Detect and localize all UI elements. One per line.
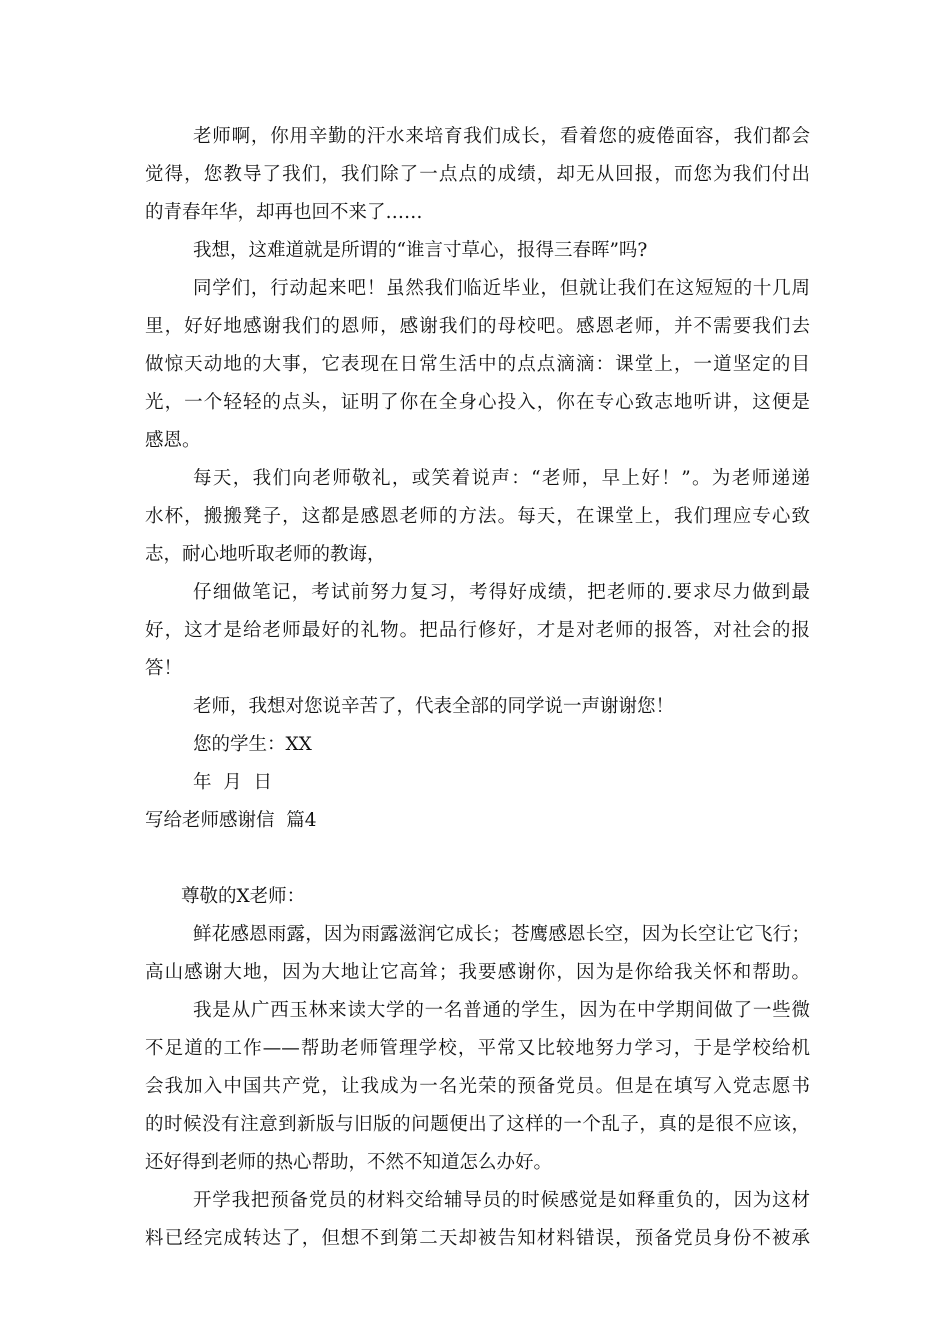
paragraph-line: 水杯，搬搬凳子，这都是感恩老师的方法。每天，在课堂上，我们理应专心致: [145, 506, 810, 527]
paragraph-line: 的时候没有注意到新版与旧版的问题便出了这样的一个乱子，真的是很不应该，: [145, 1114, 810, 1135]
paragraph-line: 答！: [145, 658, 183, 679]
paragraph-line: 感恩。: [145, 430, 201, 451]
paragraph-line: 料已经完成转达了，但想不到第二天却被告知材料错误，预备党员身份不被承: [145, 1228, 810, 1249]
paragraph-line: 做惊天动地的大事，它表现在日常生活中的点点滴滴：课堂上，一道坚定的目: [145, 354, 810, 375]
paragraph-line: 鲜花感恩雨露，因为雨露滋润它成长；苍鹰感恩长空，因为长空让它飞行；: [193, 924, 810, 945]
paragraph-line: 老师，我想对您说辛苦了，代表全部的同学说一声谢谢您！: [193, 696, 675, 717]
paragraph-line: 仔细做笔记，考试前努力复习，考得好成绩，把老师的.要求尽力做到最: [193, 582, 810, 603]
paragraph-line: 老师啊，你用辛勤的汗水来培育我们成长，看着您的疲倦面容，我们都会: [193, 126, 810, 147]
paragraph-line: 开学我把预备党员的材料交给辅导员的时候感觉是如释重负的，因为这材: [193, 1190, 810, 1211]
paragraph-line: 觉得，您教导了我们，我们除了一点点的成绩，却无从回报，而您为我们付出: [145, 164, 810, 185]
salutation: 尊敬的X老师：: [181, 886, 306, 907]
paragraph-line: 同学们，行动起来吧！虽然我们临近毕业，但就让我们在这短短的十几周: [193, 278, 810, 299]
paragraph-line: 我是从广西玉林来读大学的一名普通的学生，因为在中学期间做了一些微: [193, 1000, 810, 1021]
paragraph-line: 会我加入中国共产党，让我成为一名光荣的预备党员。但是在填写入党志愿书: [145, 1076, 810, 1097]
paragraph-line: 里，好好地感谢我们的恩师，感谢我们的母校吧。感恩老师，并不需要我们去: [145, 316, 810, 337]
date-line: 年 月 日: [193, 772, 273, 793]
paragraph-line: 每天，我们向老师敬礼，或笑着说声：“老师，早上好！”。为老师递递: [193, 468, 810, 489]
paragraph-line: 志，耐心地听取老师的教诲，: [145, 544, 386, 565]
paragraph-line: 我想，这难道就是所谓的“谁言寸草心，报得三春晖”吗?: [193, 240, 648, 261]
paragraph-line: 高山感谢大地，因为大地让它高耸；我要感谢你，因为是你给我关怀和帮助。: [145, 962, 810, 983]
paragraph-line: 还好得到老师的热心帮助，不然不知道怎么办好。: [145, 1152, 553, 1173]
paragraph-line: 的青春年华，却再也回不来了……: [145, 202, 423, 223]
paragraph-line: 不足道的工作——帮助老师管理学校，平常又比较地努力学习，于是学校给机: [145, 1038, 810, 1059]
paragraph-line: 好，这才是给老师最好的礼物。把品行修好，才是对老师的报答，对社会的报: [145, 620, 810, 641]
signature-line: 您的学生：XX: [193, 734, 312, 755]
paragraph-line: 光，一个轻轻的点头，证明了你在全身心投入，你在专心致志地听讲，这便是: [145, 392, 810, 413]
section-heading: 写给老师感谢信 篇4: [145, 810, 317, 831]
